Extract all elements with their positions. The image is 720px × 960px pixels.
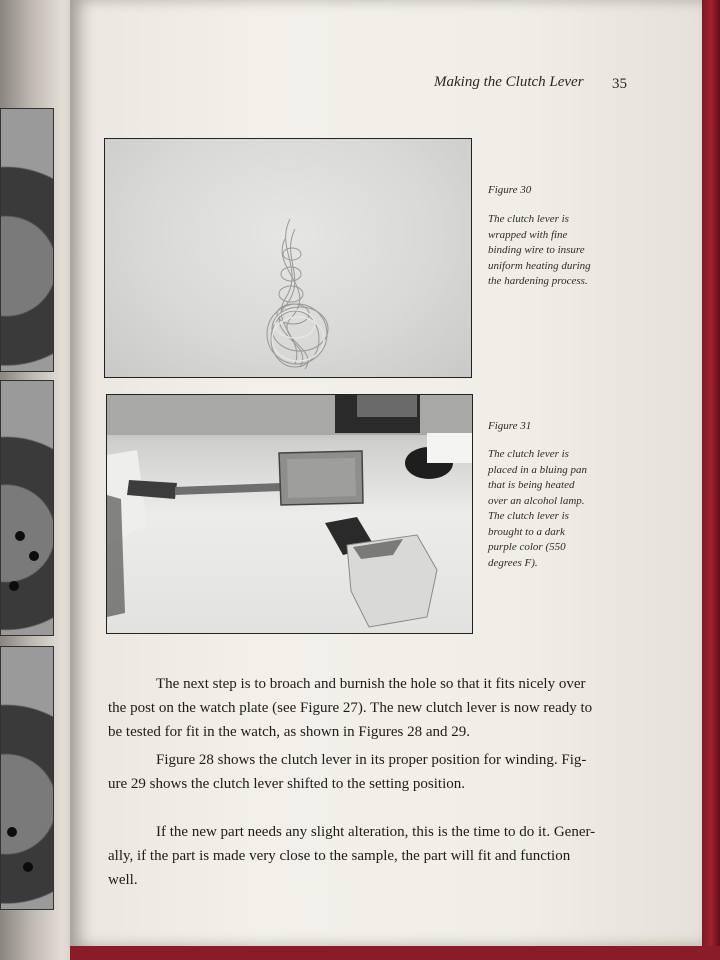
facing-page-photo	[0, 380, 54, 636]
caption-line: wrapped with fine	[488, 228, 568, 241]
wire-wrapped-lever-illustration	[105, 139, 471, 377]
book-cover-edge	[702, 0, 720, 960]
paragraph-line: ure 29 shows the clutch lever shifted to the setting position.	[108, 776, 466, 792]
paragraph-line: well.	[108, 872, 138, 888]
body-paragraph	[108, 672, 618, 744]
paragraph-line: If the new part needs any slight alteration, this is the time to do it. Gener-	[156, 824, 596, 840]
facing-page-edge	[0, 0, 78, 960]
running-head: Making the Clutch Lever	[434, 74, 584, 90]
caption-line: that is being heated	[488, 479, 575, 491]
figure-30-photo	[104, 138, 472, 378]
caption-line: over an alcohol lamp.	[488, 494, 585, 507]
paragraph-line: ally, if the part is made very close to the sample, the part will fit and function	[108, 848, 571, 864]
caption-line: purple color (550	[488, 541, 566, 553]
book-cover-bottom	[70, 946, 720, 960]
caption-line: The clutch lever is	[488, 213, 569, 225]
caption-line: uniform heating during	[488, 259, 591, 272]
figure-30-label: Figure 30	[488, 184, 532, 196]
body-paragraph	[108, 820, 618, 892]
facing-page-photo	[0, 108, 54, 372]
caption-line: The clutch lever is	[488, 510, 569, 522]
caption-line: binding wire to insure	[488, 244, 585, 256]
figure-31-label: Figure 31	[488, 420, 532, 432]
figure-30-caption	[488, 212, 618, 290]
caption-line: The clutch lever is	[488, 448, 569, 460]
facing-page-photo	[0, 646, 54, 910]
body-paragraph	[108, 748, 618, 796]
paragraph-line: be tested for fit in the watch, as shown in Figures 28 and 29.	[108, 724, 471, 740]
caption-line: degrees F).	[488, 556, 538, 569]
caption-line: the hardening process.	[488, 275, 588, 287]
paragraph-line: Figure 28 shows the clutch lever in its proper position for winding. Fig-	[156, 752, 587, 768]
bluing-pan-lamp-illustration	[107, 395, 472, 633]
paragraph-line: the post on the watch plate (see Figure 27). The new clutch lever is now ready to	[108, 700, 593, 716]
paragraph-line: The next step is to broach and burnish the hole so that it fits nicely over	[156, 676, 586, 692]
figure-31-photo	[106, 394, 473, 634]
page-number: 35	[612, 76, 627, 92]
caption-line: placed in a bluing pan	[488, 463, 587, 476]
caption-line: brought to a dark	[488, 525, 565, 538]
figure-31-caption	[488, 447, 618, 571]
